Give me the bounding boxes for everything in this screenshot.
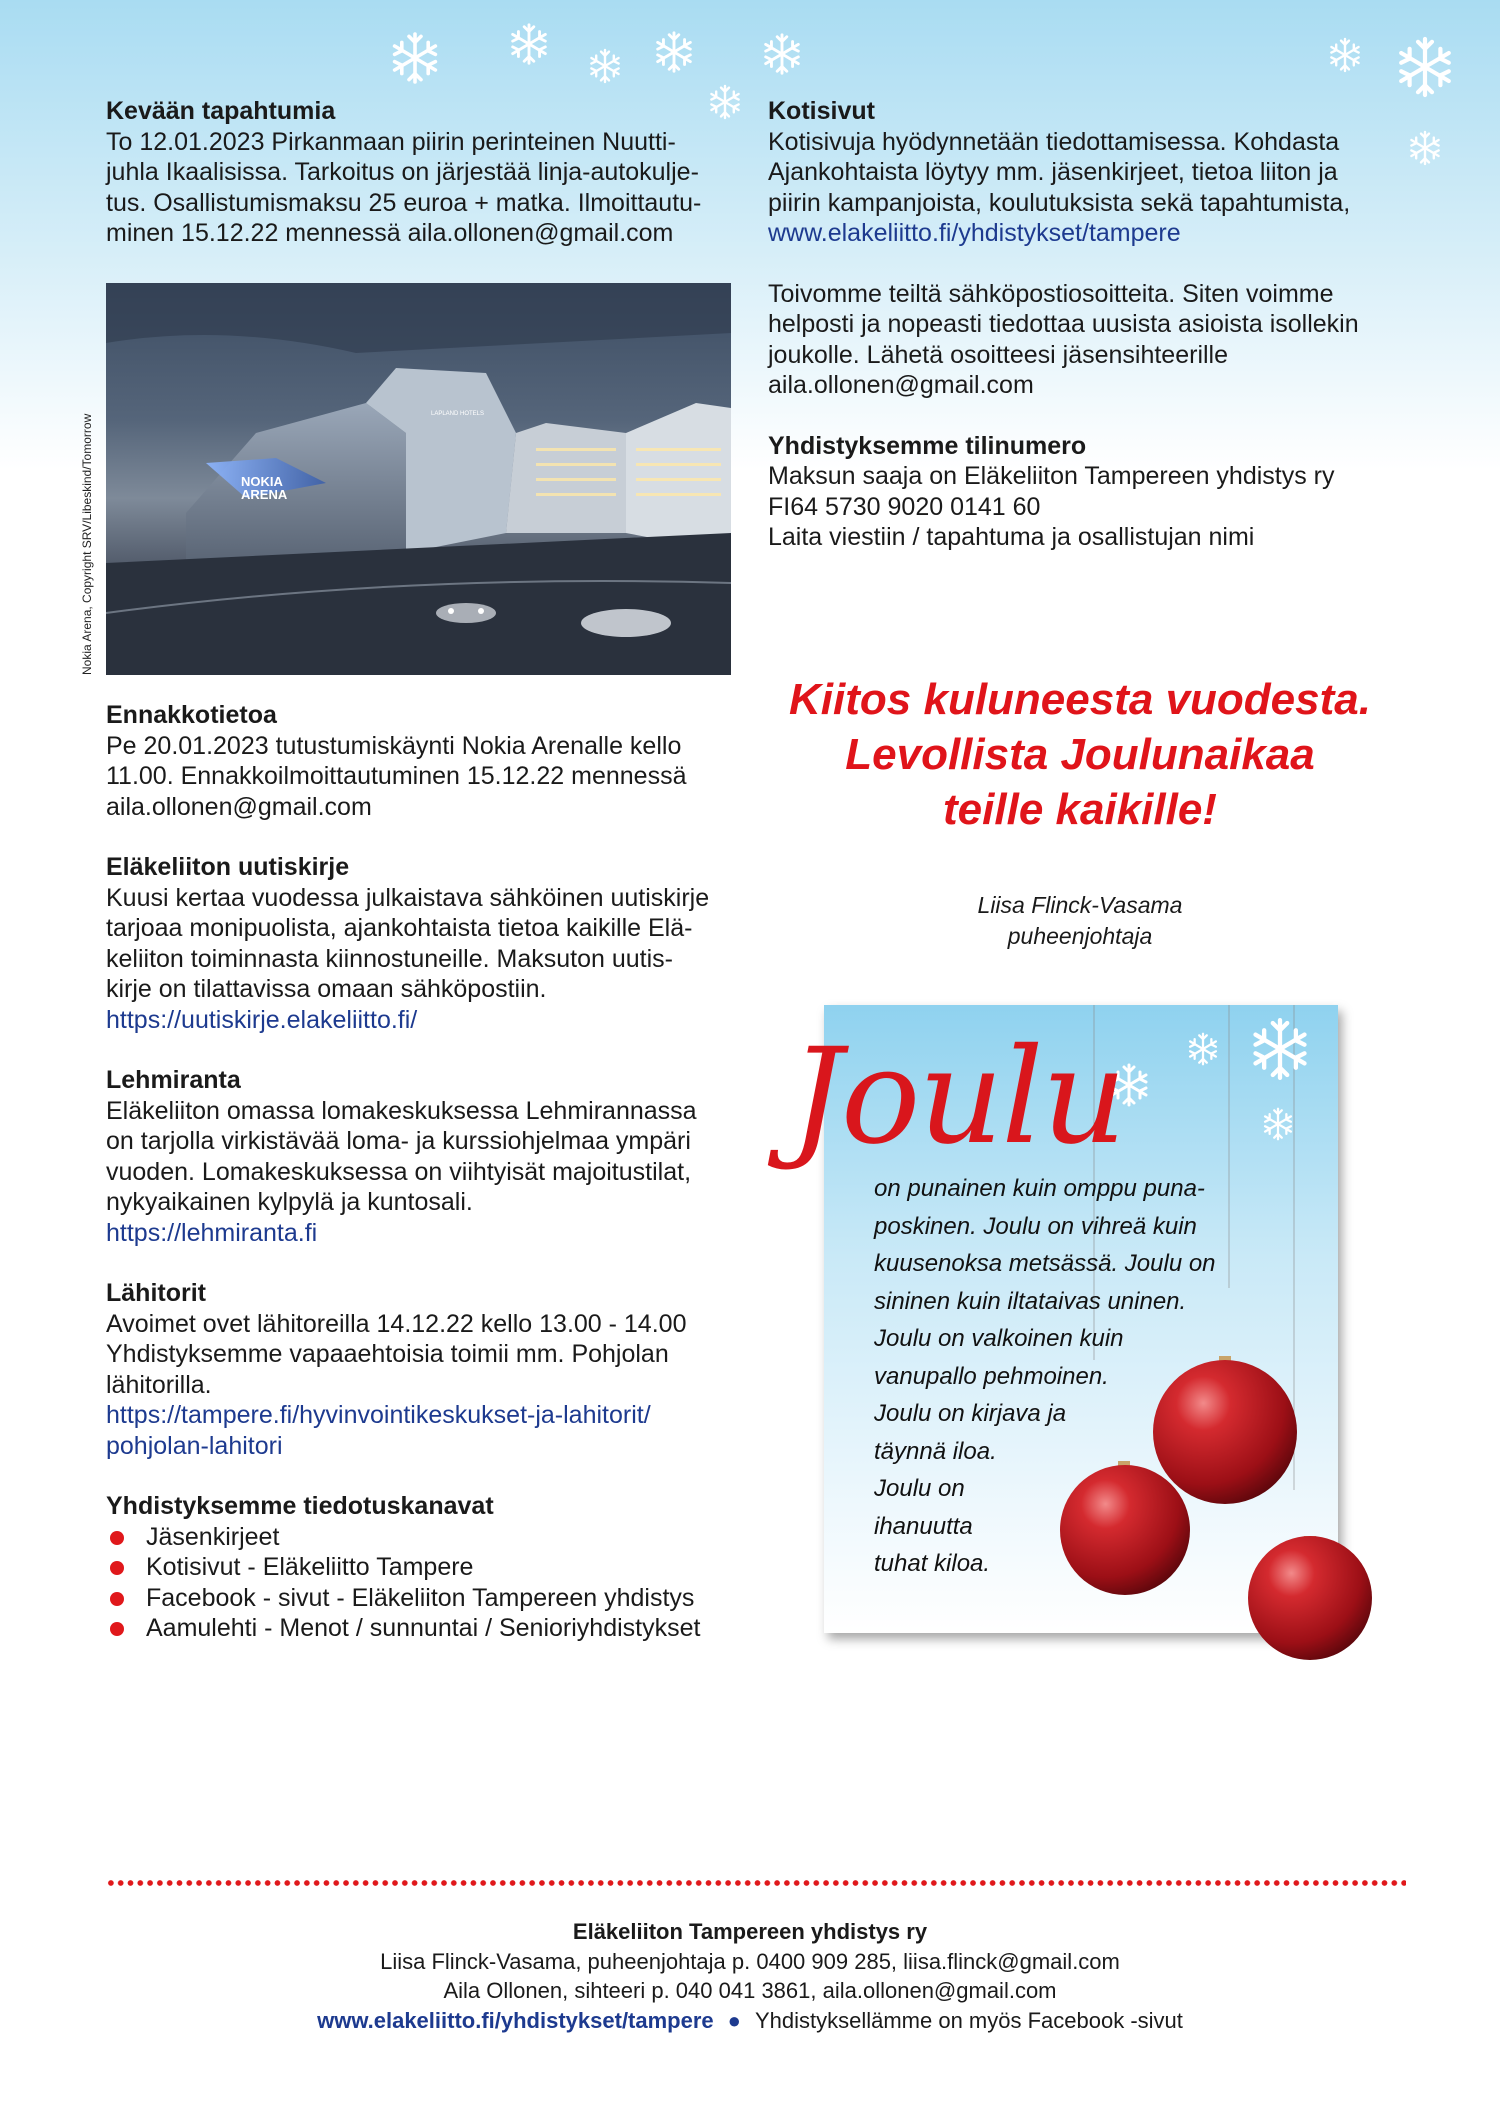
- snowflake-icon: [1259, 1105, 1297, 1143]
- snowflake-icon: [505, 20, 553, 68]
- section-ennakko: [106, 700, 746, 822]
- greeting-line: Levollista Joulunaikaa: [845, 730, 1315, 779]
- signature-role: puheenjohtaja: [1007, 923, 1153, 949]
- section-sahkoposti: [768, 279, 1408, 401]
- footer-org: Eläkeliiton Tampereen yhdistys ry: [572, 1919, 928, 1944]
- separator-dot: ●: [727, 2007, 741, 2033]
- section-tilinumero: [768, 431, 1408, 553]
- section-text: Maksun saaja on Eläkeliiton Tampereen yhdistys ry FI64 5730 9020 0141 60 Laita viestiin / tapahtuma ja osallistujan nimi: [768, 462, 1335, 551]
- left-column-bottom: [106, 700, 746, 1674]
- section-text: Toivomme teiltä sähköpostiosoitteita. Siten voimme helposti ja nopeasti tiedottaa uusista asioista isollekin joukolle. Lähetä osoitteesi jäsensihteerille aila.ollonen@gmail.com: [768, 279, 1359, 399]
- nokia-arena-photo: [106, 283, 731, 675]
- snowflake-icon: [1325, 35, 1365, 75]
- dotted-divider: [106, 1880, 1406, 1886]
- snowflake-icon: [758, 30, 806, 78]
- snowflake-icon: [1405, 128, 1445, 168]
- footer-contact: Aila Ollonen, sihteeri p. 040 041 3861, aila.ollonen@gmail.com: [443, 1978, 1057, 2003]
- section-kanavat: [106, 1491, 746, 1644]
- footer-facebook-note: Yhdistyksellämme on myös Facebook -sivut: [754, 2007, 1183, 2033]
- signature-name: Liisa Flinck-Vasama: [977, 892, 1183, 918]
- section-heading: Eläkeliiton uutiskirje: [106, 853, 350, 881]
- section-heading: Lehmiranta: [106, 1066, 241, 1094]
- snowflake-icon: [1390, 32, 1460, 102]
- lehmiranta-link[interactable]: https://lehmiranta.fi: [106, 1218, 318, 1247]
- footer: [0, 1917, 1500, 2035]
- signature: [820, 890, 1340, 952]
- section-kevaan: [106, 96, 746, 249]
- section-text: To 12.01.2023 Pirkanmaan piirin perinteinen Nuutti- juhla Ikaalisissa. Tarkoitus on järjestää linja-autokulje- tus. Osallistumismaksu 25 euroa + matka. Ilmoittautu- minen 15.12.22 mennessä aila.ollonen@gmail.com: [106, 127, 702, 247]
- ornament-icon: [1248, 1536, 1372, 1660]
- footer-website-link[interactable]: www.elakeliitto.fi/yhdistykset/tampere: [317, 2007, 714, 2033]
- card-title: Joulu: [790, 1020, 1125, 1174]
- christmas-poem: on punainen kuin omppu puna- poskinen. Joulu on vihreä kuin kuusenoksa metsässä. Joulu on sininen kuin iltataivas uninen. Joulu on valkoinen kuin vanupallo pehmoinen. Joulu on kirjava ja täynnä iloa. Joulu on ihanuutta tuhat kiloa.: [874, 1175, 1216, 1577]
- section-lahitorit: [106, 1278, 746, 1461]
- section-text: Pe 20.01.2023 tutustumiskäynti Nokia Arenalle kello 11.00. Ennakkoilmoittautuminen 15.12.22 mennessä aila.ollonen@gmail.com: [106, 731, 687, 821]
- section-lehmiranta: [106, 1065, 746, 1248]
- section-text: Kuusi kertaa vuodessa julkaistava sähköinen uutiskirje tarjoaa monipuolista, ajankohtaista tietoa kaikille Elä- keliiton toiminnasta kiinnostuneille. Maksuton uutis- kirje on tilattavissa omaan sähköpostiin.: [106, 883, 710, 1003]
- list-item: Aamulehti - Menot / sunnuntai / Senioriyhdistykset: [106, 1613, 746, 1644]
- section-heading: Lähitorit: [106, 1279, 206, 1307]
- channel-list: [106, 1522, 746, 1644]
- hotel-sign: LAPLAND HOTELS: [431, 411, 485, 417]
- right-column: [768, 96, 1408, 583]
- footer-links: [0, 2006, 1500, 2036]
- section-heading: Kotisivut: [768, 97, 875, 125]
- snowflake-icon: [1184, 1030, 1222, 1068]
- section-text: Eläkeliiton omassa lomakeskuksessa Lehmirannassa on tarjolla virkistävää loma- ja kurssiohjelmaa ympäri vuoden. Lomakeskuksessa on viihtyisät majoitustilat, nykyaikainen kylpylä ja kuntosali.: [106, 1096, 697, 1216]
- list-item: Facebook - sivut - Eläkeliiton Tampereen yhdistys: [106, 1583, 746, 1614]
- photo-credit: Nokia Arena, Copyright SRV/Libeskind/Tomorrow: [80, 413, 94, 675]
- kotisivut-link[interactable]: www.elakeliitto.fi/yhdistykset/tampere: [768, 219, 1181, 247]
- left-column-top: [106, 96, 746, 279]
- footer-contact: Liisa Flinck-Vasama, puheenjohtaja p. 0400 909 285, liisa.flinck@gmail.com: [380, 1948, 1120, 1974]
- section-heading: Yhdistyksemme tilinumero: [768, 431, 1087, 460]
- section-text: Avoimet ovet lähitoreilla 14.12.22 kello 13.00 - 14.00 Yhdistyksemme vapaaehtoisia toimii mm. Pohjolan lähitorilla.: [106, 1309, 687, 1399]
- section-uutiskirje: [106, 852, 746, 1035]
- list-item: Jäsenkirjeet: [106, 1522, 746, 1553]
- ornaments-decoration: [1040, 1350, 1400, 1670]
- list-item: Kotisivut - Eläkeliitto Tampere: [106, 1552, 746, 1583]
- snowflake-icon: [1244, 1013, 1316, 1085]
- greeting-line: teille kaikille!: [943, 785, 1217, 834]
- section-heading: Yhdistyksemme tiedotuskanavat: [106, 1492, 494, 1520]
- arena-sign: NOKIA ARENA: [241, 474, 288, 502]
- ornament-icon: [1153, 1356, 1297, 1504]
- uutiskirje-link[interactable]: https://uutiskirje.elakeliitto.fi/: [106, 1005, 418, 1034]
- section-kotisivut: [768, 96, 1408, 249]
- lahitorit-link[interactable]: https://tampere.fi/hyvinvointikeskukset-ja-lahitorit/ pohjolan-lahitori: [106, 1401, 651, 1460]
- section-text: Kotisivuja hyödynnetään tiedottamisessa. Kohdasta Ajankohtaista löytyy mm. jäsenkirjeet, tietoa liiton ja piirin kampanjoista, koulutuksista sekä tapahtumista,: [768, 127, 1351, 217]
- greeting-line: Kiitos kuluneesta vuodesta.: [789, 675, 1371, 724]
- snowflake-icon: [585, 46, 625, 86]
- holiday-greeting: [760, 672, 1400, 837]
- snowflake-icon: [385, 28, 445, 88]
- snowflake-icon: [650, 28, 698, 76]
- section-heading: Kevään tapahtumia: [106, 97, 336, 125]
- section-heading: Ennakkotietoa: [106, 701, 277, 729]
- ornament-icon: [1060, 1461, 1190, 1595]
